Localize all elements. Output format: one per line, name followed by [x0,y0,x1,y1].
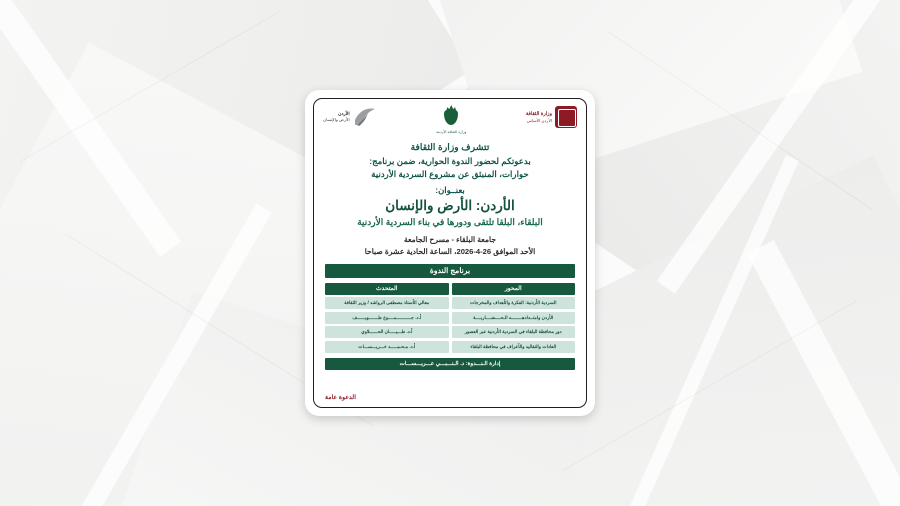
cell-speaker: أ.د. مـحـمـــــد خـــريـــســـات [325,341,449,353]
program-section-header: برنامج الندوة [325,264,575,278]
cell-speaker: أ.د. جـــــــــــمــــوع طـــــــويــــــف [325,312,449,324]
logo-left-line1: وزارة الثقافة [525,111,552,118]
table-row [325,326,575,338]
crown-emblem-icon [441,105,461,129]
table-header-row [325,283,575,295]
logo-right-line2: الأرض والإنسان [323,117,350,123]
logo-left-line2: الأردن الأساس [526,117,552,123]
poster-headline [323,139,577,256]
cell-axis: دور محافظة البلقاء في السردية الأردنية عبر العصور [452,326,576,338]
cell-speaker: أ.د. طـــيـــــان الحــــــلاوي [325,326,449,338]
page-title: الأردن: الأرض والإنسان [385,197,515,213]
shield-icon [555,106,577,128]
cell-axis: العادات والتقاليد والأعراف في محافظة البلقاء [452,341,576,353]
headline-line-1: تتشرف وزارة الثقافة [410,142,490,152]
program-admin-bar: إدارة الـنـــدوة: د. الـنـــبـــي عـــريـــســـات [325,358,575,370]
logo-left-text [526,111,552,123]
headline-line-2: بدعوتكم لحضور الندوة الحوارية، ضمن برنامج: [369,155,531,166]
headline-line-3: حوارات، المنبثق عن مشروع السردية الأردنية [371,168,529,179]
falcon-icon [353,106,377,128]
emblem-shield-icon [444,109,458,125]
poster-logo-row [323,106,577,136]
logo-right-line1: الأردن [338,111,350,117]
table-row [325,312,575,324]
table-row [325,341,575,353]
program-table [325,283,575,356]
cell-axis: الأردن وامتــدادهــــــــه الـحــــضــــاريــــة [452,312,576,324]
logo-center-caption: وزارة الثقافة الأردنية [436,130,467,134]
invitation-note: الدعوة عامة [325,394,356,401]
column-header-axis: المحور [452,283,576,295]
logo-right [323,106,377,128]
title-label: بعنــوان: [435,184,465,195]
page-subtitle: البلقاء، البلقا تلتقى ودورها في بناء السردية الأردنية [357,216,543,227]
cell-axis: السردية الأردنية: الفكرة والأهداف والمخرجات [452,297,576,309]
poster-border-frame [313,98,587,408]
cell-speaker: معالي الأستاذ مصطفى الرواشد / وزير الثقافة [325,297,449,309]
logo-right-text [323,111,350,122]
column-header-speaker: المتحدث [325,283,449,295]
logo-left [526,106,577,128]
logo-center [436,105,466,134]
table-row [325,297,575,309]
event-poster [305,90,595,416]
venue-text: جامعة البلقاء - مسرح الجامعة [403,234,497,244]
datetime-text: الأحد الموافق 26-4-2026، الساعة الحادية عشرة صباحا [364,246,536,256]
